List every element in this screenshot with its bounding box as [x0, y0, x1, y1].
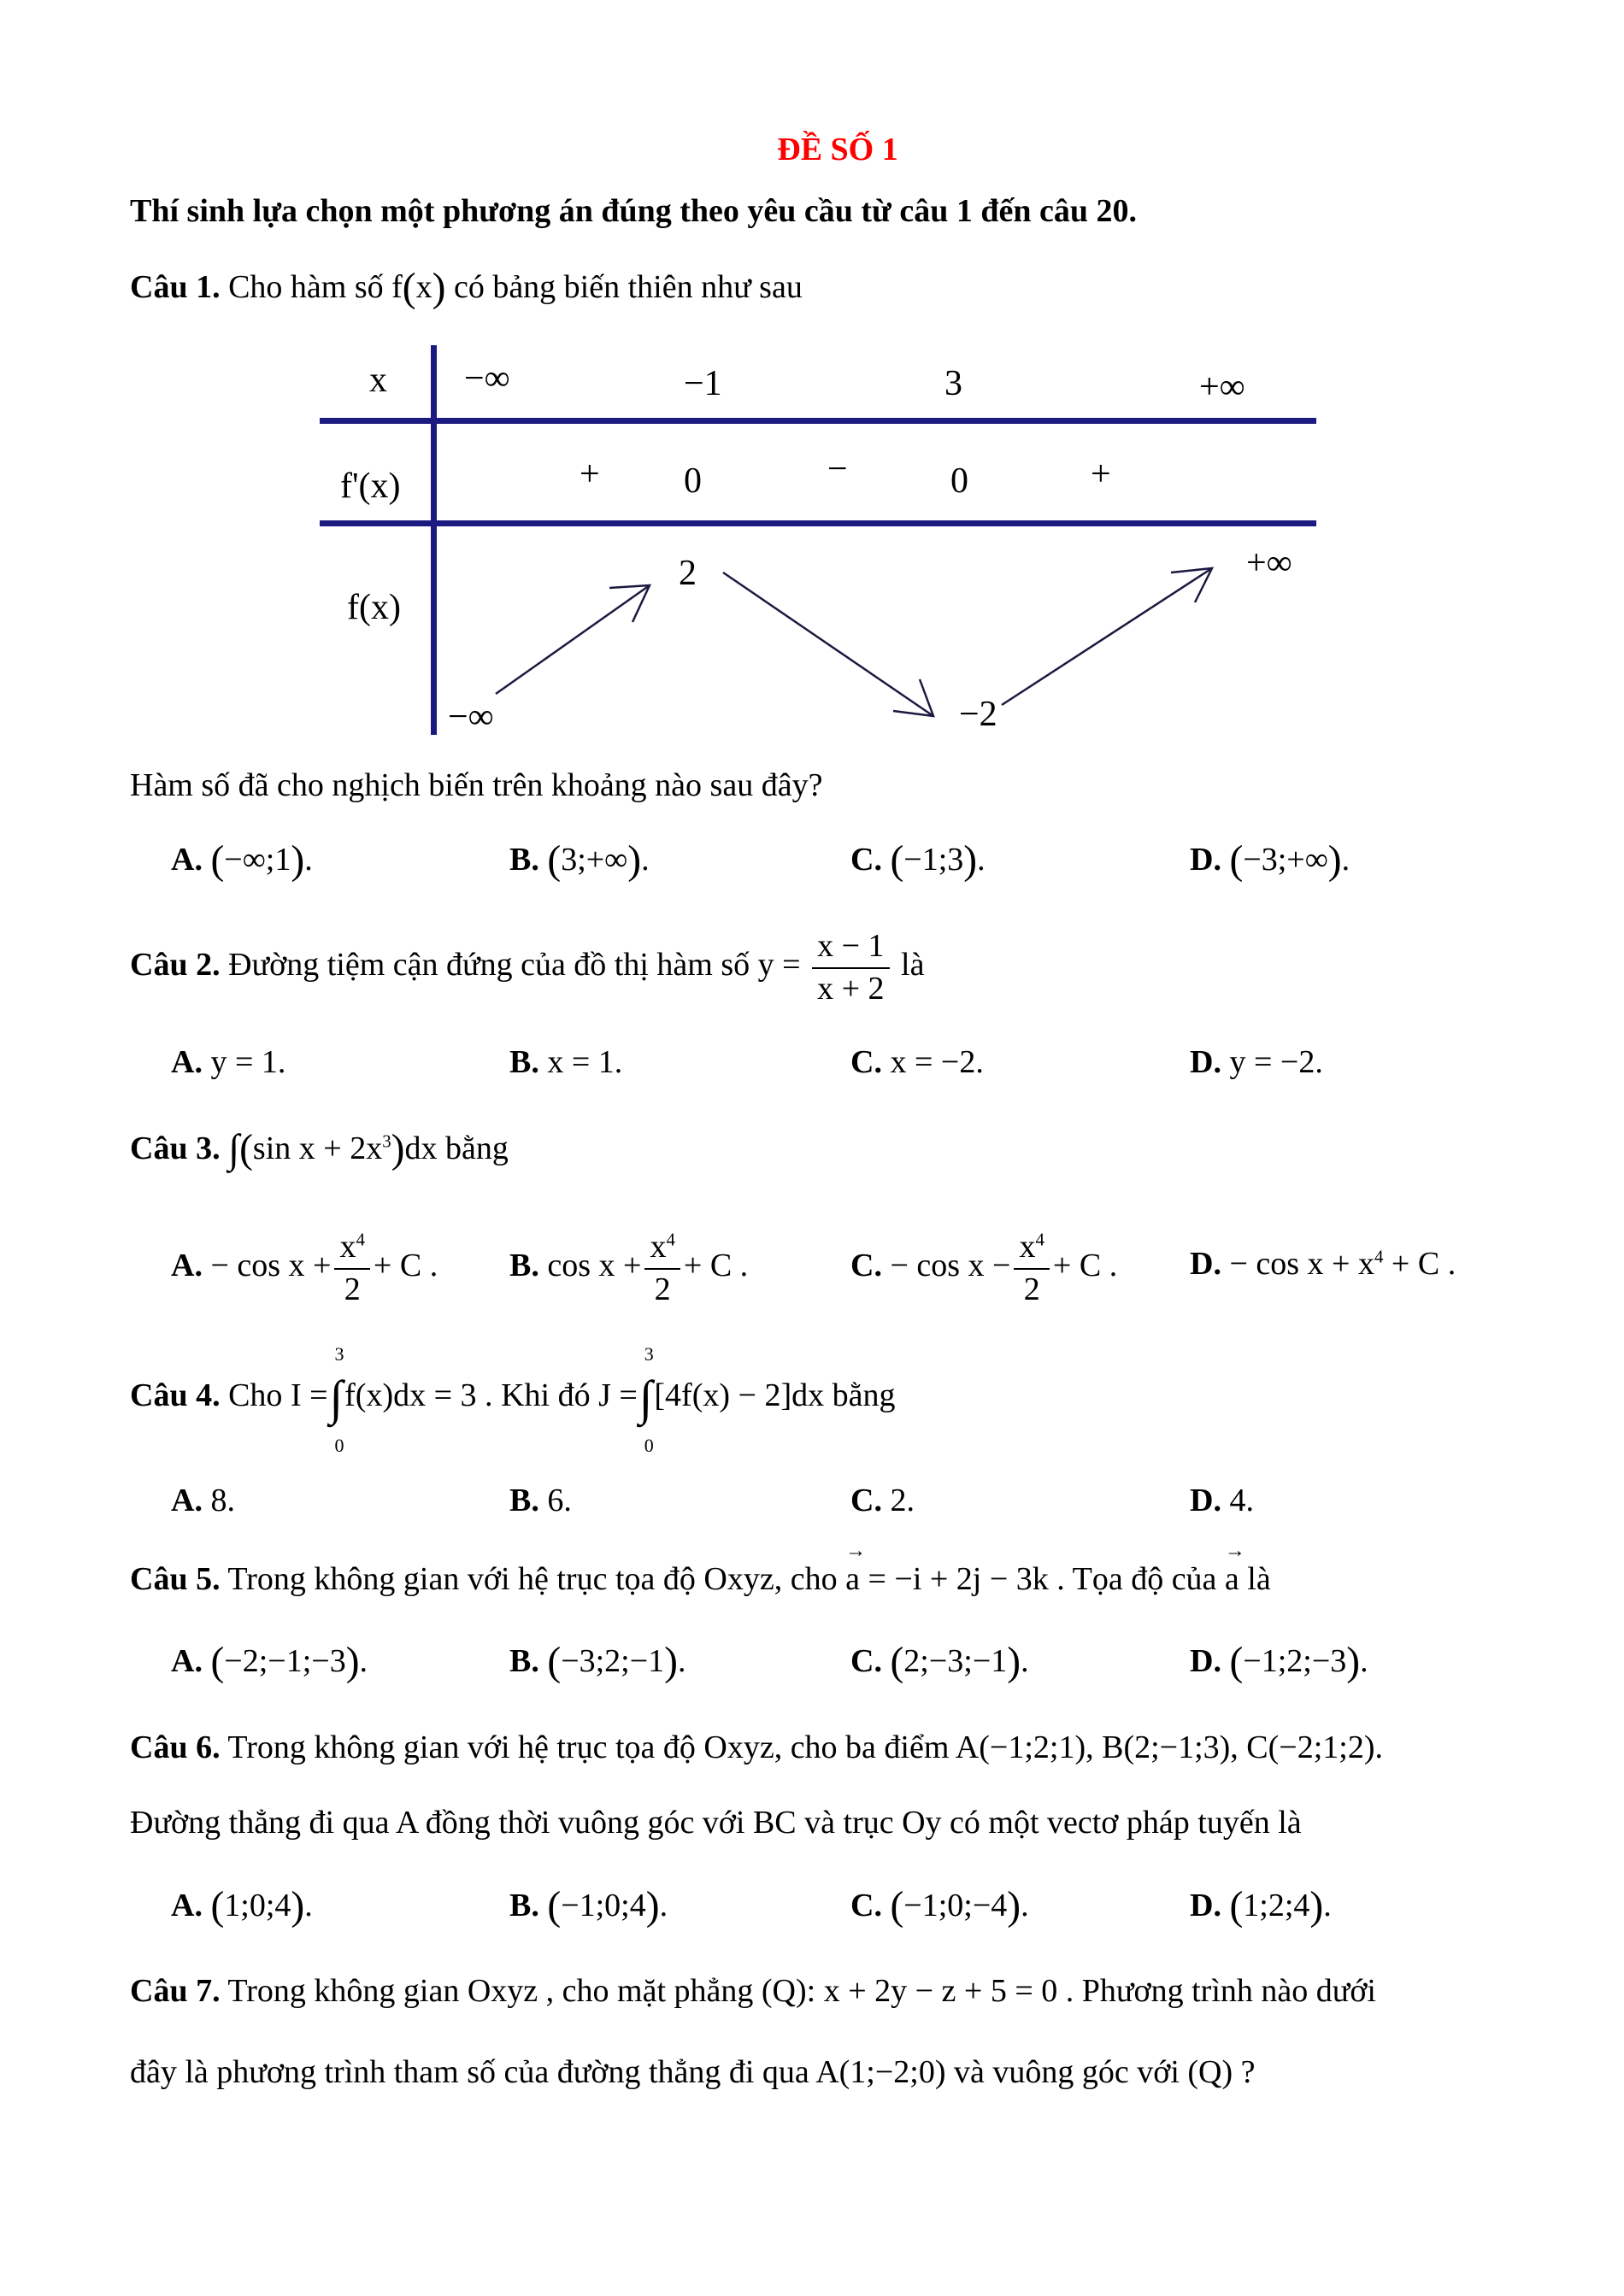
derivative-sign: +: [580, 455, 600, 494]
question-label: Câu 5.: [130, 1561, 221, 1597]
option-key: C.: [850, 842, 882, 878]
option-key: C.: [850, 1888, 882, 1924]
question-text: là: [901, 947, 925, 984]
option-value: y = −2.: [1229, 1044, 1323, 1080]
option-c[interactable]: C. (−1;0;−4).: [850, 1884, 1029, 1929]
option-a[interactable]: [171, 1484, 235, 1517]
option-value: −3;2;−1: [561, 1643, 665, 1680]
f-value: −∞: [448, 697, 494, 737]
instruction: Thí sinh lựa chọn một phương án đúng theo yêu cầu từ câu 1 đến câu 20.: [130, 193, 1137, 229]
option-a[interactable]: [171, 1046, 285, 1078]
integral-body: f(x)dx = 3 .: [344, 1377, 493, 1414]
coordinate-system: Oxyz: [703, 1561, 774, 1597]
question-text: bằng: [832, 1377, 896, 1414]
option-value: −1;3: [903, 842, 964, 878]
exponent: 4: [1035, 1229, 1044, 1250]
definite-integral: 3 ∫ 0: [638, 1343, 654, 1456]
row-label-function: f(x): [347, 588, 401, 627]
option-key: C.: [850, 1248, 882, 1284]
decreasing-arrow: [723, 573, 933, 716]
option-value: 8.: [210, 1483, 235, 1518]
vector-expression: = −i + 2j − 3k: [868, 1561, 1049, 1597]
integral-sign: ∫: [228, 1127, 240, 1171]
option-key: D.: [1190, 1246, 1221, 1282]
option-value: x = −2.: [890, 1044, 984, 1080]
function-name: f: [391, 269, 403, 306]
question-text: , cho: [774, 1561, 838, 1597]
question-text: có bảng biến thiên như sau: [453, 269, 803, 306]
option-value: 6.: [547, 1483, 572, 1518]
option-value: 2;−3;−1: [903, 1643, 1008, 1680]
option-key: A.: [171, 1044, 203, 1080]
option-expr: + C .: [683, 1248, 749, 1284]
option-value: −3;+∞: [1243, 842, 1328, 878]
exam-title: ĐỀ SỐ 1: [777, 132, 898, 167]
numerator: x: [1019, 1229, 1036, 1265]
row-label-x: x: [369, 361, 387, 400]
option-d[interactable]: [1190, 1248, 1456, 1280]
option-key: A.: [171, 1643, 203, 1680]
option-c[interactable]: [850, 1046, 984, 1078]
denominator: 2: [654, 1271, 671, 1307]
f-value: 2: [679, 554, 697, 593]
integral-body: [4f(x) − 2]dx: [654, 1377, 825, 1414]
question-label: Câu 2.: [130, 947, 221, 984]
option-expr: + C .: [373, 1248, 438, 1284]
option-expr: − cos x +: [210, 1248, 332, 1284]
option-value: −1;2;−3: [1243, 1643, 1347, 1680]
denominator: x + 2: [817, 970, 885, 1007]
question-text: Trong không gian với hệ trục tọa độ Oxyz, cho ba điểm A(−1;2;1), B(2;−1;3), C(−2;1;2).: [227, 1729, 1384, 1765]
equation-lhs: I =: [290, 1377, 328, 1414]
equation-lhs: J =: [598, 1377, 638, 1414]
lower-bound: 0: [644, 1435, 654, 1456]
question-text: Khi đó: [501, 1377, 591, 1414]
question-3-stem: Câu 3. ∫(sin $x + 2x^3)dx$ bằng: [130, 1127, 509, 1171]
definite-integral: 3 ∫ 0: [329, 1343, 344, 1456]
question-4-stem: [130, 1343, 896, 1456]
option-key: B.: [509, 842, 539, 878]
derivative-zero: 0: [684, 461, 702, 501]
option-value: 2.: [890, 1483, 915, 1518]
option-key: B.: [509, 1248, 539, 1284]
exponent: 4: [666, 1229, 675, 1250]
upper-bound: 3: [644, 1343, 654, 1365]
option-value: 1;2;4: [1243, 1888, 1310, 1924]
equation-lhs: y =: [757, 947, 801, 984]
option-key: B.: [509, 1044, 539, 1080]
numerator: x: [339, 1229, 356, 1265]
numerator: x: [650, 1229, 667, 1265]
option-value: y = 1.: [210, 1044, 286, 1080]
option-c[interactable]: [850, 1484, 915, 1517]
question-label: Câu 1.: [130, 269, 221, 306]
option-key: D.: [1190, 1643, 1221, 1680]
lower-bound: 0: [334, 1435, 344, 1456]
increasing-arrow: [496, 585, 650, 694]
derivative-zero: 0: [950, 461, 968, 501]
fraction: [812, 926, 889, 1009]
exponent: 3: [382, 1130, 391, 1152]
question-5-stem: [130, 1563, 1271, 1595]
function-arg: x: [415, 269, 432, 306]
option-key: C.: [850, 1044, 882, 1080]
option-b[interactable]: B. (−3;2;−1).: [509, 1640, 686, 1684]
question-6-line2: Đường thẳng đi qua A đồng thời vuông góc với BC và trục Oy có một vectơ pháp tuyến là: [130, 1805, 1302, 1841]
f-value: +∞: [1246, 543, 1292, 583]
option-expr: + C .: [1391, 1246, 1456, 1282]
differential: dx: [404, 1130, 438, 1167]
question-1-prompt: Hàm số đã cho nghịch biến trên khoảng nào sau đây?: [130, 767, 823, 803]
option-value: −1;0;4: [561, 1888, 646, 1924]
question-label: Câu 3.: [130, 1130, 221, 1167]
x-value: +∞: [1199, 367, 1245, 407]
increasing-arrow: [1002, 568, 1212, 705]
f-value: −2: [959, 695, 997, 734]
option-key: B.: [509, 1643, 539, 1680]
question-6-stem: [130, 1731, 1383, 1764]
option-d[interactable]: D. (−3;+∞).: [1190, 838, 1350, 883]
question-text: Cho: [228, 1377, 283, 1414]
x-value: 3: [944, 364, 962, 403]
row-label-derivative: f'(x): [340, 467, 401, 506]
option-a[interactable]: A. (1;0;4).: [171, 1884, 313, 1929]
option-expr: − cos x −: [890, 1248, 1011, 1284]
option-value: 4.: [1229, 1483, 1254, 1518]
option-key: A.: [171, 1248, 203, 1284]
option-b[interactable]: [509, 1484, 572, 1517]
question-1-stem: Câu 1. Cho hàm số f(x) có bảng biến thiên như sau: [130, 266, 803, 310]
option-d[interactable]: [1190, 1484, 1254, 1517]
question-label: Câu 7.: [130, 1973, 221, 2009]
option-expr: + C .: [1052, 1248, 1118, 1284]
option-a[interactable]: A. (−∞;1).: [171, 838, 313, 883]
option-key: D.: [1190, 1483, 1221, 1518]
option-key: D.: [1190, 842, 1221, 878]
derivative-sign: −: [827, 449, 848, 489]
question-text: . Tọa độ của: [1056, 1561, 1217, 1597]
question-label: Câu 4.: [130, 1377, 221, 1414]
option-c[interactable]: [850, 1227, 1117, 1310]
option-c[interactable]: C. (2;−3;−1).: [850, 1640, 1029, 1684]
vector-a: → a: [1225, 1563, 1239, 1595]
option-key: A.: [171, 1888, 203, 1924]
option-key: B.: [509, 1888, 539, 1924]
question-text: Đường tiệm cận đứng của đồ thị hàm số: [228, 947, 750, 984]
option-b[interactable]: B. (3;+∞).: [509, 838, 650, 883]
option-c[interactable]: C. (−1;3).: [850, 838, 986, 883]
option-value: −2;−1;−3: [224, 1643, 346, 1680]
option-b[interactable]: [509, 1046, 622, 1078]
question-text: Trong không gian Oxyz , cho mặt phẳng (Q): x + 2y − z + 5 = 0 . Phương trình nào dưới: [227, 1973, 1376, 2009]
denominator: 2: [1023, 1271, 1040, 1307]
option-expr: − cos x + x: [1229, 1246, 1374, 1282]
option-d[interactable]: [1190, 1046, 1323, 1078]
option-key: B.: [509, 1483, 539, 1518]
numerator: x − 1: [812, 926, 889, 969]
derivative-sign: +: [1091, 455, 1111, 494]
question-2-stem: [130, 926, 924, 1009]
option-key: C.: [850, 1483, 882, 1518]
question-text: là: [1247, 1561, 1271, 1597]
option-value: −1;0;−4: [903, 1888, 1008, 1924]
integrand: sin x + 2x: [252, 1130, 383, 1167]
option-b[interactable]: [509, 1227, 748, 1310]
question-7-line2: đây là phương trình tham số của đường thẳng đi qua A(1;−2;0) và vuông góc với (Q) ?: [130, 2054, 1256, 2090]
option-a[interactable]: [171, 1227, 438, 1310]
option-value: 3;+∞: [561, 842, 628, 878]
question-label: Câu 6.: [130, 1729, 221, 1765]
x-value: −1: [684, 364, 722, 403]
vector-a: → a: [845, 1563, 860, 1595]
option-expr: cos x +: [547, 1248, 642, 1284]
option-d[interactable]: D. (−1;2;−3).: [1190, 1640, 1368, 1684]
option-key: A.: [171, 842, 203, 878]
question-text: bằng: [444, 1130, 509, 1167]
x-value: −∞: [464, 359, 510, 398]
option-key: D.: [1190, 1888, 1221, 1924]
upper-bound: 3: [334, 1343, 344, 1365]
option-d[interactable]: D. (1;2;4).: [1190, 1884, 1332, 1929]
option-key: C.: [850, 1643, 882, 1680]
option-value: x = 1.: [547, 1044, 623, 1080]
question-text: Trong không gian với hệ trục tọa độ: [227, 1561, 696, 1597]
question-text: Cho hàm số: [228, 269, 384, 306]
exponent: 4: [1374, 1246, 1384, 1267]
option-key: A.: [171, 1483, 203, 1518]
denominator: 2: [344, 1271, 361, 1307]
option-value: −∞;1: [224, 842, 291, 878]
option-key: D.: [1190, 1044, 1221, 1080]
question-7-stem: [130, 1975, 1376, 2007]
option-a[interactable]: A. (−2;−1;−3).: [171, 1640, 368, 1684]
option-value: 1;0;4: [224, 1888, 291, 1924]
exponent: 4: [356, 1229, 365, 1250]
option-b[interactable]: B. (−1;0;4).: [509, 1884, 668, 1929]
